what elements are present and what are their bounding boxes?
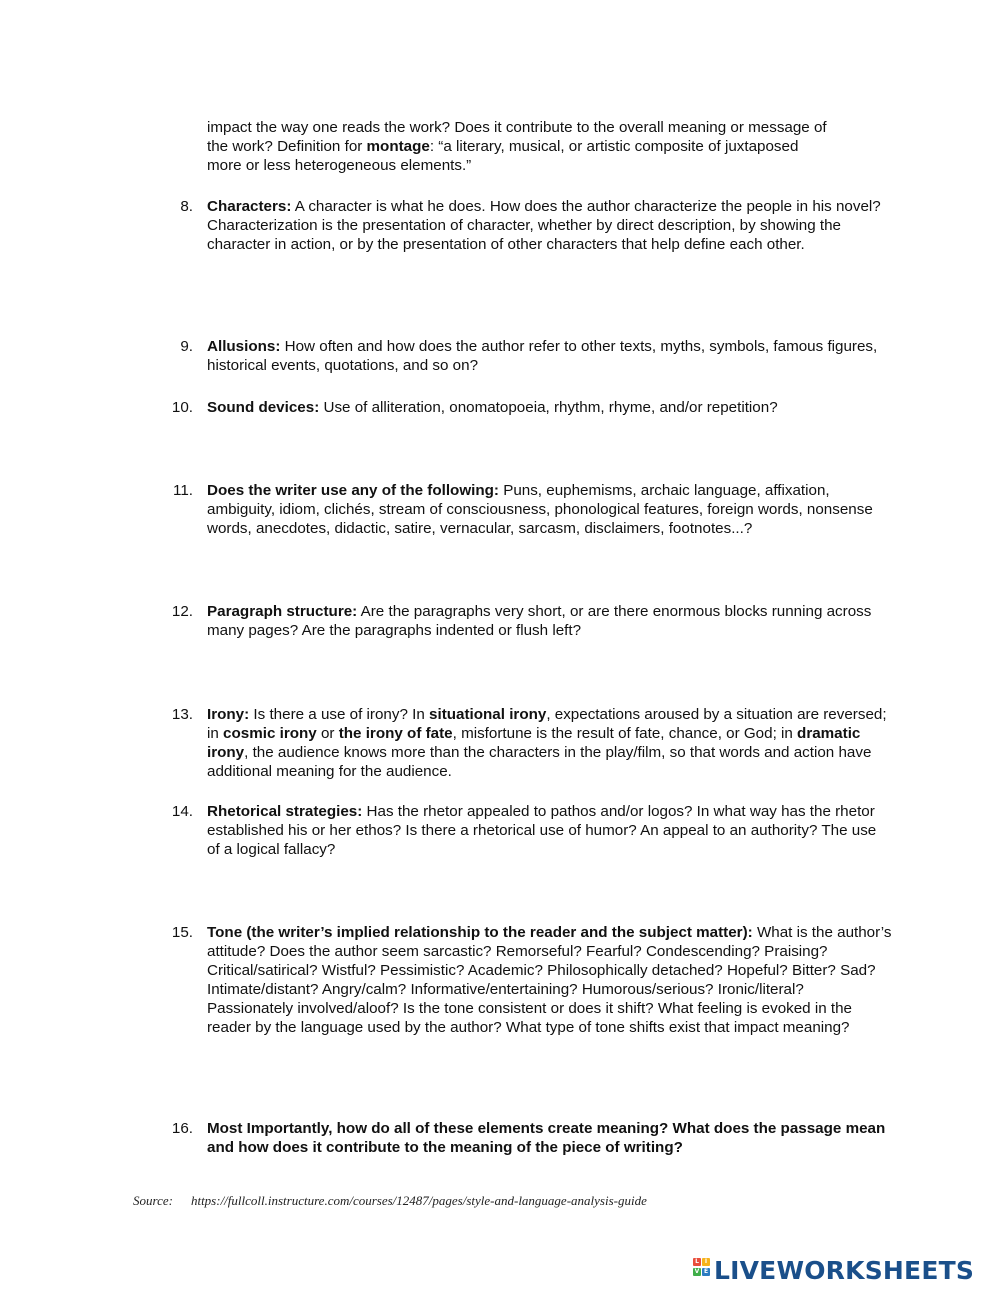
list-number: 14. <box>171 803 193 820</box>
continued-paragraph <box>207 118 887 175</box>
continued-line: : “a literary, musical, or artistic composite of juxtaposed <box>429 138 799 155</box>
item-text: What is the author’s attitude? Does the author seem sarcastic? Remorseful? Fearful? Condescending? Praising? Critical/satirical? Wistful? Pessimistic? Academic? Philosophically detached? Hopeful? Bitter? Sad? Intimate/distant? Angry/calm? Informative/entertaining? Humorous/serious? Ironic/literal? Passionately involved/aloof? Is the tone consistent or does it shift? What feeling is evoked in the reader by the language used by the author? What type of tone shifts exist that impact meaning? <box>207 924 892 1036</box>
continued-line: impact the way one reads the work? Does it contribute to the overall meaning or message of <box>207 119 827 136</box>
list-item-body <box>207 802 892 859</box>
item-text: Is there a use of irony? In <box>249 706 430 723</box>
item-term: Sound devices: <box>207 399 320 416</box>
list-number: 9. <box>180 338 193 355</box>
source-url[interactable]: https://fullcoll.instructure.com/courses/12487/pages/style-and-language-analysis-guide <box>190 1193 647 1208</box>
source-label: Source: <box>133 1193 173 1208</box>
item-term: Most Importantly, how do all of these elements create meaning? What does the passage mean and how does it contribute to the meaning of the piece of writing? <box>207 1120 886 1156</box>
logo-mark-icon: L I V E <box>694 1258 709 1275</box>
list-number: 13. <box>171 706 193 723</box>
list-item-body <box>207 398 892 417</box>
continued-line: the work? Definition for <box>207 138 367 155</box>
list-item-body <box>207 337 892 375</box>
item-term: Irony: <box>207 706 250 723</box>
list-number: 11. <box>173 482 193 499</box>
item-text: , misfortune is the result of fate, chance, or God; in <box>452 725 798 742</box>
list-number: 12. <box>171 603 193 620</box>
list-number: 8. <box>180 198 193 215</box>
item-text: A character is what he does. How does the author characterize the people in his novel? Characterization is the presentation of character, whether by direct description, by showing the character in action, or by the presentation of other characters that help define each other. <box>207 198 881 253</box>
item-text: Puns, euphemisms, archaic language, affixation, ambiguity, idiom, clichés, stream of consciousness, phonological features, foreign words, nonsense words, anecdotes, didactic, satire, vernacular, sarcasm, disclaimers, footnotes...? <box>207 482 873 537</box>
item-text: Use of alliteration, onomatopoeia, rhythm, rhyme, and/or repetition? <box>319 399 778 416</box>
item-text: or <box>316 725 339 742</box>
continued-line: more or less heterogeneous elements.” <box>207 157 472 174</box>
item-term: Paragraph structure: <box>207 603 358 620</box>
list-number: 10. <box>171 399 193 416</box>
montage-term: montage <box>366 138 430 155</box>
item-term: Does the writer use any of the following: <box>207 482 499 499</box>
item-text: Has the rhetor appealed to pathos and/or logos? In what way has the rhetor established his or her ethos? Is there a rhetorical use of humor? An appeal to an authority? The use of a logical fallacy? <box>207 803 877 858</box>
list-number: 15. <box>171 924 193 941</box>
item-text: Are the paragraphs very short, or are there enormous blocks running across many pages? Are the paragraphs indented or flush left? <box>207 603 872 639</box>
item-term: Rhetorical strategies: <box>207 803 363 820</box>
list-item-body <box>207 602 892 640</box>
dramatic-irony-term: dramatic irony <box>207 725 861 761</box>
item-text: How often and how does the author refer to other texts, myths, symbols, famous figures, historical events, quotations, and so on? <box>207 338 878 374</box>
liveworksheets-logo[interactable] <box>693 1253 974 1287</box>
list-item-body <box>207 1119 892 1157</box>
item-text: , the audience knows more than the characters in the play/film, so that words and action have additional meaning for the audience. <box>207 744 872 780</box>
situational-irony-term: situational irony <box>429 706 547 723</box>
list-number: 16. <box>171 1120 193 1137</box>
item-term: Characters: <box>207 198 292 215</box>
source-citation <box>133 1191 647 1210</box>
irony-of-fate-term: the irony of fate <box>338 725 453 742</box>
item-term: Tone (the writer’s implied relationship to the reader and the subject matter): <box>207 924 753 941</box>
cosmic-irony-term: cosmic irony <box>223 725 317 742</box>
list-item-body <box>207 197 892 254</box>
list-item-body <box>207 705 892 781</box>
item-term: Allusions: <box>207 338 281 355</box>
logo-text: LIVEWORKSHEETS <box>714 1255 975 1285</box>
item-text: , expectations aroused by a situation are reversed; in <box>207 706 887 742</box>
list-item-body <box>207 923 892 1037</box>
list-item-body <box>207 481 892 538</box>
